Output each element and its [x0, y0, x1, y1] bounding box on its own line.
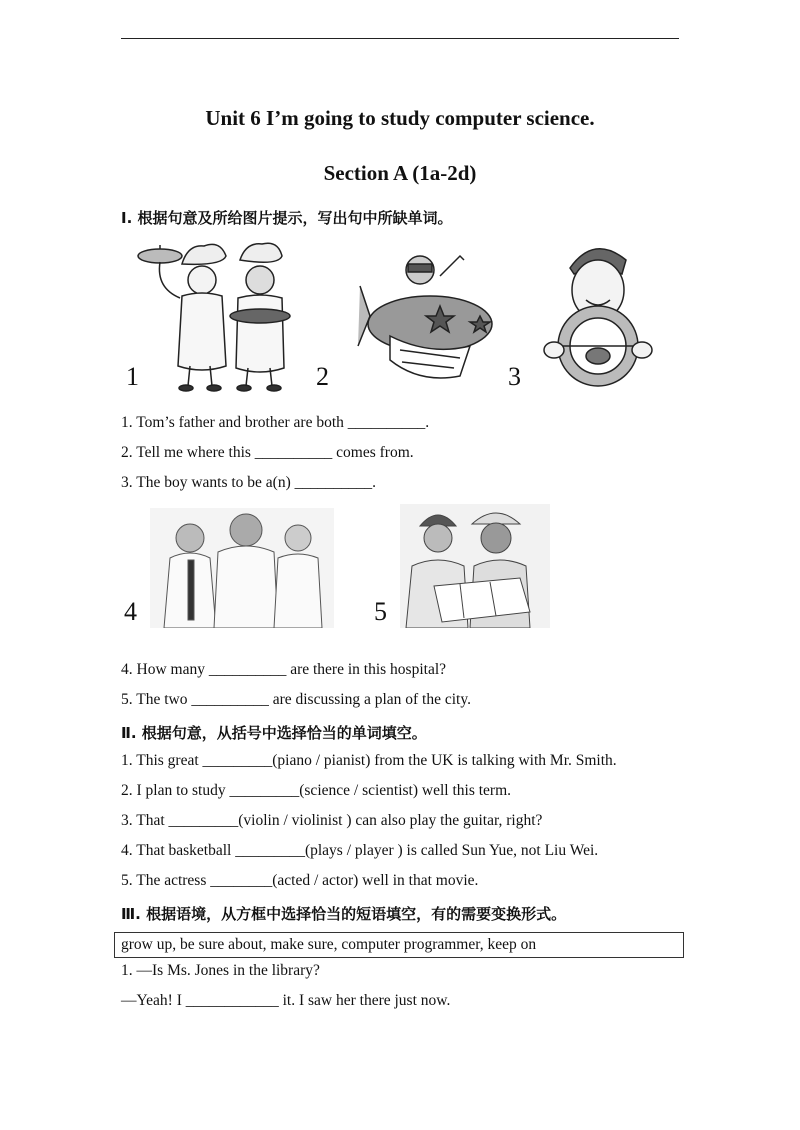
figure-number-1: 1 — [126, 362, 139, 391]
part2-heading: Ⅱ. 根据句意，从括号中选择恰当的单词填空。 — [121, 724, 427, 742]
part3-answer-line-1: —Yeah! I ____________ it. I saw her there just now. — [121, 992, 451, 1009]
phrase-box: grow up, be sure about, make sure, computer programmer, keep on — [114, 932, 684, 958]
part1-sentence-5: 5. The two __________ are discussing a plan of the city. — [121, 691, 471, 708]
driver-illustration — [530, 238, 664, 388]
part2-sentence-3: 3. That _________(violin / violinist ) can also play the guitar, right? — [121, 812, 543, 829]
part2-sentence-5: 5. The actress ________(acted / actor) well in that movie. — [121, 872, 479, 889]
top-rule — [121, 38, 679, 39]
engineers-photo — [400, 504, 550, 628]
part1-sentence-1: 1. Tom’s father and brother are both __________. — [121, 414, 430, 431]
part1-sentence-2: 2. Tell me where this __________ comes from. — [121, 444, 414, 461]
part1-heading: Ⅰ. 根据句意及所给图片提示，写出句中所缺单词。 — [121, 209, 453, 227]
figure-number-4: 4 — [124, 597, 137, 626]
chefs-illustration — [120, 236, 310, 396]
part2-sentence-4: 4. That basketball _________(plays / player ) is called Sun Yue, not Liu Wei. — [121, 842, 599, 859]
part1-sentence-3: 3. The boy wants to be a(n) __________. — [121, 474, 376, 491]
figure-number-2: 2 — [316, 362, 329, 391]
part2-sentence-1: 1. This great _________(piano / pianist) from the UK is talking with Mr. Smith. — [121, 752, 617, 769]
part3-sentence-1: 1. —Is Ms. Jones in the library? — [121, 962, 320, 979]
pilot-plane-illustration — [330, 246, 500, 392]
part1-sentence-4: 4. How many __________ are there in this hospital? — [121, 661, 447, 678]
part3-heading: Ⅲ. 根据语境，从方框中选择恰当的短语填空，有的需要变换形式。 — [121, 905, 567, 923]
figure-number-5: 5 — [374, 597, 387, 626]
figure-number-3: 3 — [508, 362, 521, 391]
page-title: Unit 6 I’m going to study computer science. — [205, 106, 595, 130]
section-title: Section A (1a-2d) — [323, 161, 477, 185]
doctors-photo — [150, 508, 334, 628]
part2-sentence-2: 2. I plan to study _________(science / scientist) well this term. — [121, 782, 512, 799]
